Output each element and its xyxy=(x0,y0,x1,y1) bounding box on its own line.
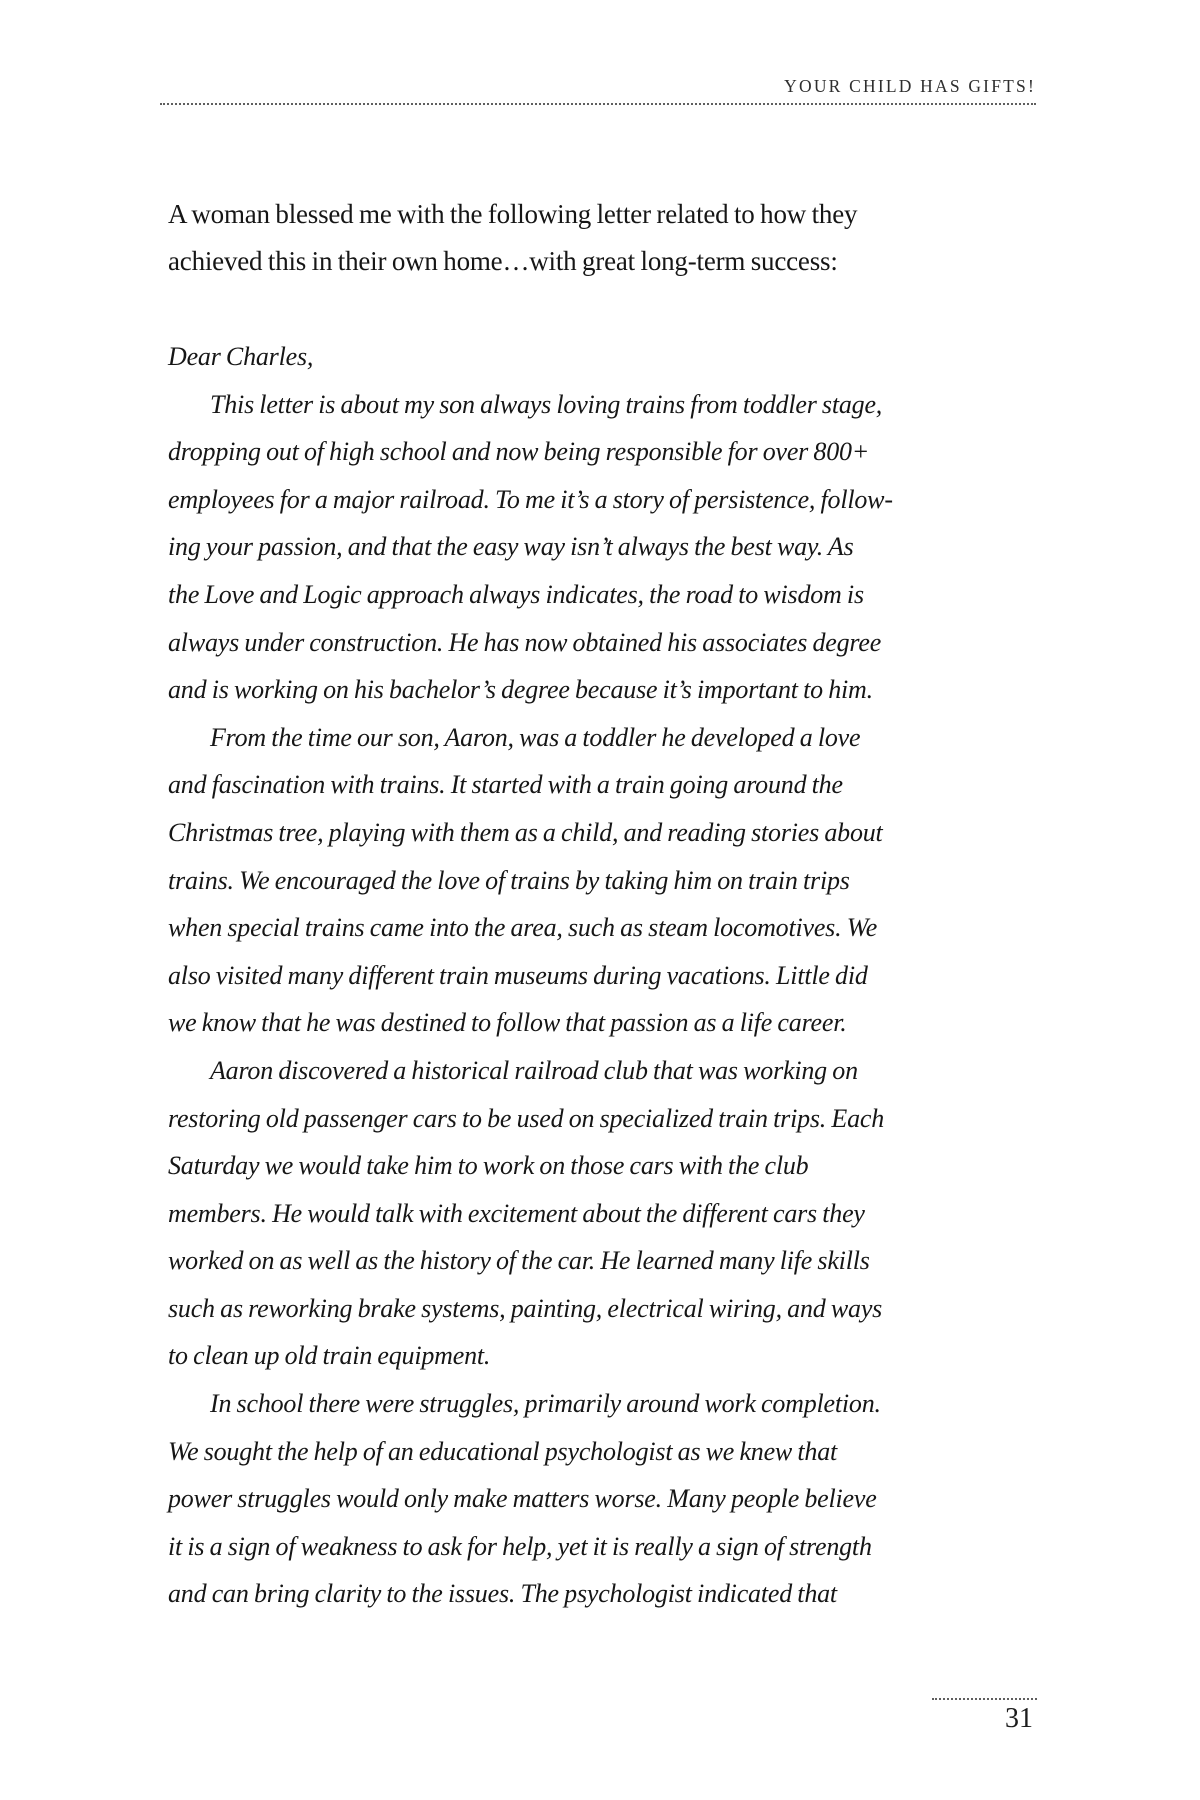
letter-line: the Love and Logic approach always indicates, the road to wisdom is xyxy=(168,579,864,609)
letter-line: when special trains came into the area, such as steam locomotives. We xyxy=(168,913,878,943)
letter-line: also visited many different train museums during vacations. Little did xyxy=(168,960,868,990)
intro-paragraph xyxy=(168,191,857,285)
intro-line: achieved this in their own home…with great long-term success: xyxy=(168,246,838,276)
letter-line: Saturday we would take him to work on those cars with the club xyxy=(168,1151,809,1181)
letter xyxy=(168,333,893,1618)
letter-line: restoring old passenger cars to be used on specialized train trips. Each xyxy=(168,1103,885,1133)
letter-line: Aaron discovered a historical railroad club that was working on xyxy=(210,1055,858,1085)
letter-line: trains. We encouraged the love of trains by taking him on train trips xyxy=(168,865,850,895)
letter-line: it is a sign of weakness to ask for help, yet it is really a sign of strength xyxy=(168,1531,872,1561)
page-number: 31 xyxy=(1005,1703,1033,1734)
letter-line: employees for a major railroad. To me it’s a story of persistence, follow- xyxy=(168,484,893,514)
letter-paragraph xyxy=(168,714,893,1047)
letter-line: From the time our son, Aaron, was a toddler he developed a love xyxy=(210,722,861,752)
letter-line: always under construction. He has now obtained his associates degree xyxy=(168,627,882,657)
letter-line: ing your passion, and that the easy way isn’t always the best way. As xyxy=(168,532,854,562)
letter-line: This letter is about my son always loving trains from toddler stage, xyxy=(210,389,883,419)
letter-paragraph xyxy=(168,381,893,714)
letter-line: In school there were struggles, primarily around work completion. xyxy=(210,1389,881,1419)
letter-line: power struggles would only make matters worse. Many people believe xyxy=(168,1484,877,1514)
letter-line: and can bring clarity to the issues. The psychologist indicated that xyxy=(168,1579,837,1609)
letter-line: such as reworking brake systems, painting, electrical wiring, and ways xyxy=(168,1293,883,1323)
letter-line: members. He would talk with excitement about the different cars they xyxy=(168,1198,865,1228)
letter-line: and is working on his bachelor’s degree because it’s important to him. xyxy=(168,675,873,705)
letter-line: to clean up old train equipment. xyxy=(168,1341,491,1371)
running-header xyxy=(160,76,1036,105)
header-dotted-rule xyxy=(160,103,1036,105)
footer-dotted-rule xyxy=(932,1698,1037,1700)
running-header-title: YOUR CHILD HAS GIFTS! xyxy=(784,76,1036,96)
letter-line: and fascination with trains. It started with a train going around the xyxy=(168,770,843,800)
letter-line: we know that he was destined to follow that passion as a life career. xyxy=(168,1008,847,1038)
letter-line: dropping out of high school and now being responsible for over 800+ xyxy=(168,437,870,467)
intro-line: A woman blessed me with the following letter related to how they xyxy=(168,199,858,229)
letter-paragraph xyxy=(168,1047,893,1380)
letter-line: worked on as well as the history of the car. He learned many life skills xyxy=(168,1246,870,1276)
letter-line: Christmas tree, playing with them as a child, and reading stories about xyxy=(168,817,883,847)
letter-paragraph xyxy=(168,1380,893,1618)
letter-line: We sought the help of an educational psychologist as we knew that xyxy=(168,1436,838,1466)
letter-salutation: Dear Charles, xyxy=(168,342,314,371)
letter-body xyxy=(168,381,893,1618)
